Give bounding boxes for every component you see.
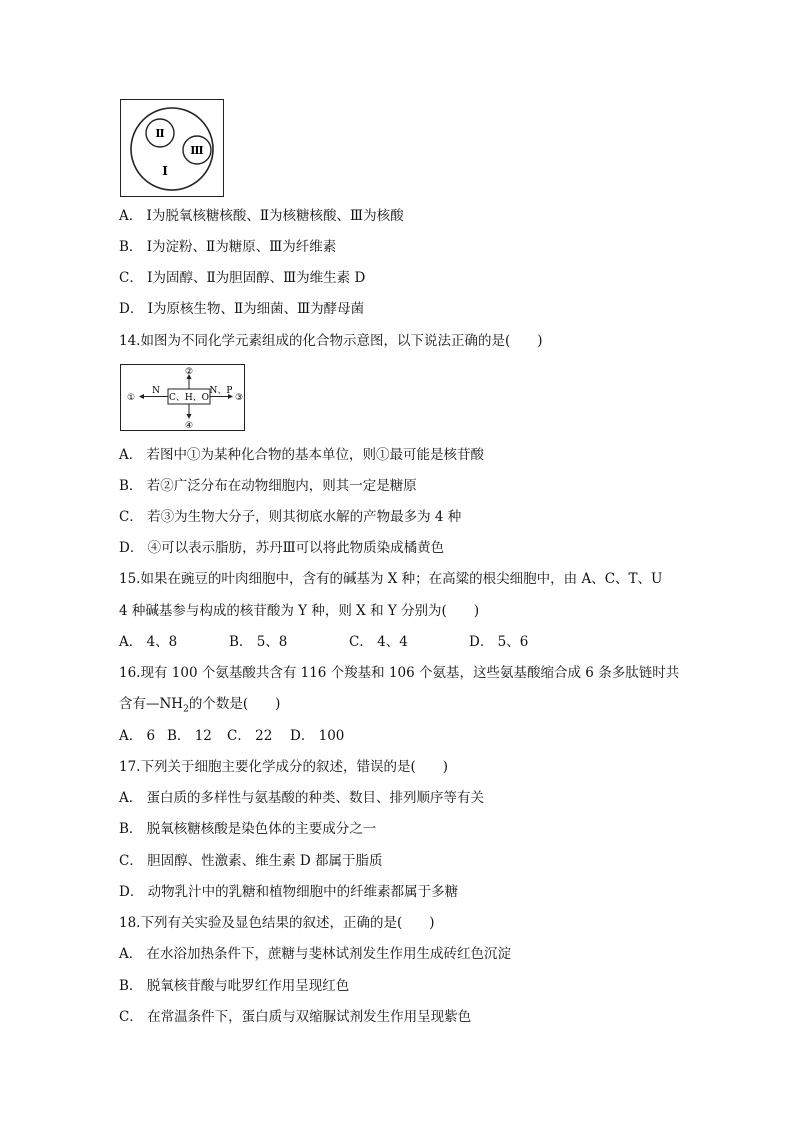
q15-option-d: D． 5、6 [469, 634, 529, 650]
q13-figure-frame [121, 100, 224, 197]
label-III: Ⅲ [190, 144, 204, 157]
q14-option-d: D． ④可以表示脂肪，苏丹Ⅲ可以将此物质染成橘黄色 [119, 540, 445, 556]
q17-option-c: C． 胆固醇、性激素、维生素 D 都属于脂质 [119, 853, 383, 869]
q18-option-a: A． 在水浴加热条件下，蔗糖与斐林试剂发生作用生成砖红色沉淀 [119, 946, 512, 962]
q14-option-b: B． 若②广泛分布在动物细胞内，则其一定是糖原 [119, 478, 417, 494]
q18-stem: 18.下列有关实验及显色结果的叙述，正确的是( ) [119, 915, 435, 931]
q17-option-a: A． 蛋白质的多样性与氨基酸的种类、数目、排列顺序等有关 [119, 790, 485, 806]
q17-option-b: B． 脱氧核糖核酸是染色体的主要成分之一 [119, 821, 377, 837]
label-I: Ⅰ [162, 164, 168, 178]
q18-option-c: C． 在常温条件下，蛋白质与双缩脲试剂发生作用呈现紫色 [119, 1009, 472, 1025]
q16-stem-line2 [119, 694, 280, 720]
q15-option-c: C． 4、4 [349, 634, 408, 650]
marker-1: ① [126, 393, 136, 403]
q14-option-a: A． 若图中①为某种化合物的基本单位，则①最可能是核苷酸 [119, 447, 485, 463]
q13-option-d: D． Ⅰ为原核生物、Ⅱ为细菌、Ⅲ为酵母菌 [119, 301, 365, 317]
q14-stem: 14.如图为不同化学元素组成的化合物示意图，以下说法正确的是( ) [119, 333, 543, 349]
q16-stem-pre: 含有—NH [119, 696, 184, 712]
q16-option-b: B． 12 [167, 728, 212, 744]
q17-option-d: D． 动物乳汁中的乳糖和植物细胞中的纤维素都属于多糖 [119, 884, 459, 900]
q16-option-c: C． 22 [227, 728, 273, 744]
q16-option-d: D． 100 [290, 728, 345, 744]
q16-options-row [119, 726, 419, 746]
q16-option-a: A． 6 [119, 728, 156, 744]
q14-element-diagram [120, 364, 245, 431]
q13-option-c: C． Ⅰ为固醇、Ⅱ为胆固醇、Ⅲ为维生素 D [119, 270, 366, 286]
q14-option-c: C． 若③为生物大分子，则其彻底水解的产物最多为 4 种 [119, 509, 462, 525]
q13-option-a: A． Ⅰ为脱氧核糖核酸、Ⅱ为核糖核酸、Ⅲ为核酸 [119, 208, 404, 224]
left-element: N [152, 386, 160, 396]
q15-option-a: A． 4、8 [119, 634, 178, 650]
q16-stem-sub: 2 [183, 704, 189, 715]
q15-stem-line2: 4 种碱基参与构成的核苷酸为 Y 种，则 X 和 Y 分别为( ) [119, 603, 480, 619]
q13-option-b: B． Ⅰ为淀粉、Ⅱ为糖原、Ⅲ为纤维素 [119, 239, 337, 255]
center-label: C、H、O [168, 393, 210, 403]
q13-venn-figure [120, 99, 224, 197]
q15-options-row [119, 632, 679, 652]
right-element: N、P [209, 386, 233, 396]
q16-stem-post: 的个数是( ) [188, 696, 281, 712]
marker-4: ④ [184, 421, 194, 431]
q17-stem: 17.下列关于细胞主要化学成分的叙述，错误的是( ) [119, 759, 449, 775]
marker-3: ③ [234, 393, 244, 403]
q16-stem-line1: 16.现有 100 个氨基酸共含有 116 个羧基和 106 个氨基，这些氨基酸缩合成 6 条多肽链时共 [119, 665, 680, 681]
q15-stem-line1: 15.如果在豌豆的叶肉细胞中，含有的碱基为 X 种；在高粱的根尖细胞中，由 A、C、T、U [119, 571, 663, 587]
q18-option-b: B． 脱氧核苷酸与吡罗红作用呈现红色 [119, 978, 350, 994]
label-II: Ⅱ [155, 127, 165, 140]
q15-option-b: B． 5、8 [229, 634, 288, 650]
marker-2: ② [184, 367, 194, 377]
